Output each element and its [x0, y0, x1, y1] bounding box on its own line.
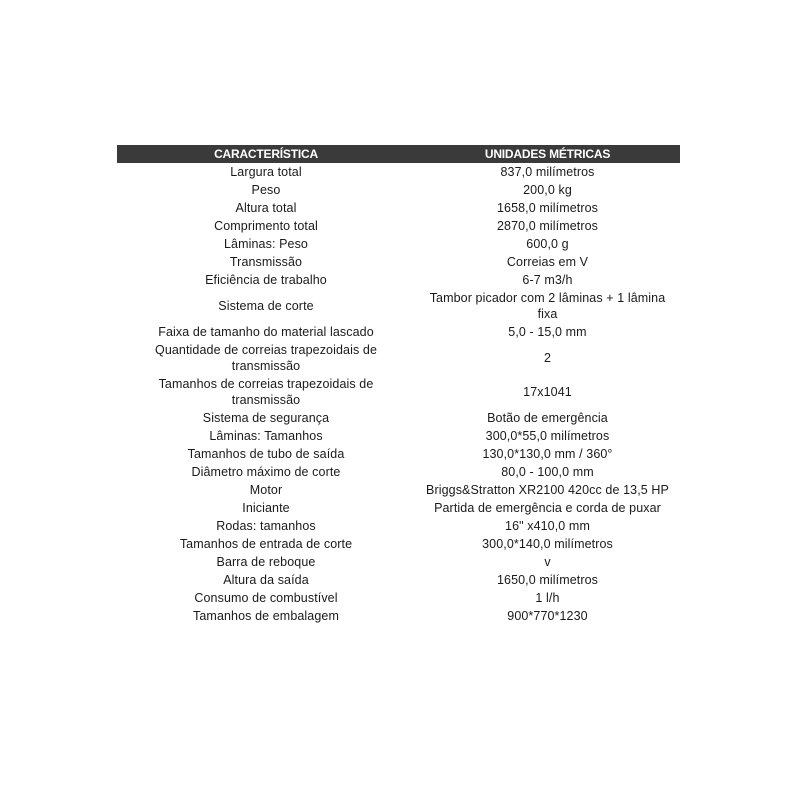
table-row	[117, 181, 680, 199]
table-row	[117, 589, 680, 607]
value-cell: Tambor picador com 2 lâminas + 1 lâmina fixa	[429, 291, 666, 321]
feature-cell: Sistema de corte	[218, 299, 314, 313]
value-cell: 80,0 - 100,0 mm	[501, 465, 594, 479]
value-cell: Botão de emergência	[487, 411, 608, 425]
feature-cell: Sistema de segurança	[202, 411, 330, 425]
value-cell: 2870,0 milímetros	[496, 219, 599, 233]
value-cell: 5,0 - 15,0 mm	[508, 325, 587, 339]
feature-cell: Consumo de combustível	[194, 591, 338, 605]
table-row	[117, 463, 680, 481]
table-row	[117, 289, 680, 323]
feature-cell: Largura total	[230, 165, 302, 179]
feature-cell: Iniciante	[242, 501, 290, 515]
table-row	[117, 571, 680, 589]
feature-cell: Tamanhos de entrada de corte	[179, 537, 353, 551]
value-cell: 900*770*1230	[507, 609, 588, 623]
table-header-row	[117, 145, 680, 163]
value-cell: v	[544, 555, 551, 569]
feature-cell: Barra de reboque	[216, 555, 316, 569]
feature-cell: Tamanhos de embalagem	[193, 609, 339, 623]
table-row	[117, 323, 680, 341]
value-cell: 600,0 g	[526, 237, 569, 251]
table-row	[117, 517, 680, 535]
table-row	[117, 341, 680, 375]
value-cell: 300,0*140,0 milímetros	[482, 537, 613, 551]
value-cell: 200,0 kg	[523, 183, 572, 197]
feature-cell: Diâmetro máximo de corte	[191, 465, 341, 479]
table-row	[117, 375, 680, 409]
value-cell: Correias em V	[506, 255, 589, 269]
table-row	[117, 535, 680, 553]
column-header-metric-units: UNIDADES MÉTRICAS	[415, 145, 680, 163]
value-cell: 16" x410,0 mm	[505, 519, 590, 533]
table-row	[117, 271, 680, 289]
table-row	[117, 253, 680, 271]
feature-cell: Lâminas: Tamanhos	[209, 429, 323, 443]
feature-cell: Motor	[249, 483, 283, 497]
table-row	[117, 199, 680, 217]
feature-cell: Peso	[251, 183, 281, 197]
value-cell: 1 l/h	[535, 591, 560, 605]
value-cell: 130,0*130,0 mm / 360°	[482, 447, 613, 461]
feature-cell: Lâminas: Peso	[224, 237, 308, 251]
table-body	[117, 163, 680, 625]
value-cell: 2	[543, 351, 552, 365]
feature-cell: Faixa de tamanho do material lascado	[158, 325, 374, 339]
value-cell: 837,0 milímetros	[500, 165, 595, 179]
feature-cell: Tamanhos de tubo de saída	[187, 447, 345, 461]
feature-cell: Altura total	[235, 201, 297, 215]
value-cell: Briggs&Stratton XR2100 420cc de 13,5 HP	[426, 483, 669, 497]
feature-cell: Eficiência de trabalho	[205, 273, 327, 287]
table-row	[117, 499, 680, 517]
column-header-feature: CARACTERÍSTICA	[117, 145, 415, 163]
specifications-table	[117, 145, 680, 625]
table-row	[117, 235, 680, 253]
feature-cell: Quantidade de correias trapezoidais de transmissão	[155, 343, 377, 373]
table-row	[117, 409, 680, 427]
table-row	[117, 427, 680, 445]
value-cell: 1650,0 milímetros	[496, 573, 599, 587]
table-row	[117, 607, 680, 625]
table-row	[117, 481, 680, 499]
feature-cell: Transmissão	[229, 255, 303, 269]
value-cell: Partida de emergência e corda de puxar	[434, 501, 661, 515]
value-cell: 17x1041	[523, 385, 572, 399]
table-row	[117, 553, 680, 571]
feature-cell: Rodas: tamanhos	[216, 519, 316, 533]
table-row	[117, 163, 680, 181]
value-cell: 300,0*55,0 milímetros	[485, 429, 610, 443]
table-row	[117, 217, 680, 235]
feature-cell: Tamanhos de correias trapezoidais de transmissão	[158, 377, 374, 407]
feature-cell: Altura da saída	[223, 573, 309, 587]
value-cell: 6-7 m3/h	[522, 273, 573, 287]
value-cell: 1658,0 milímetros	[496, 201, 599, 215]
feature-cell: Comprimento total	[214, 219, 318, 233]
table-row	[117, 445, 680, 463]
